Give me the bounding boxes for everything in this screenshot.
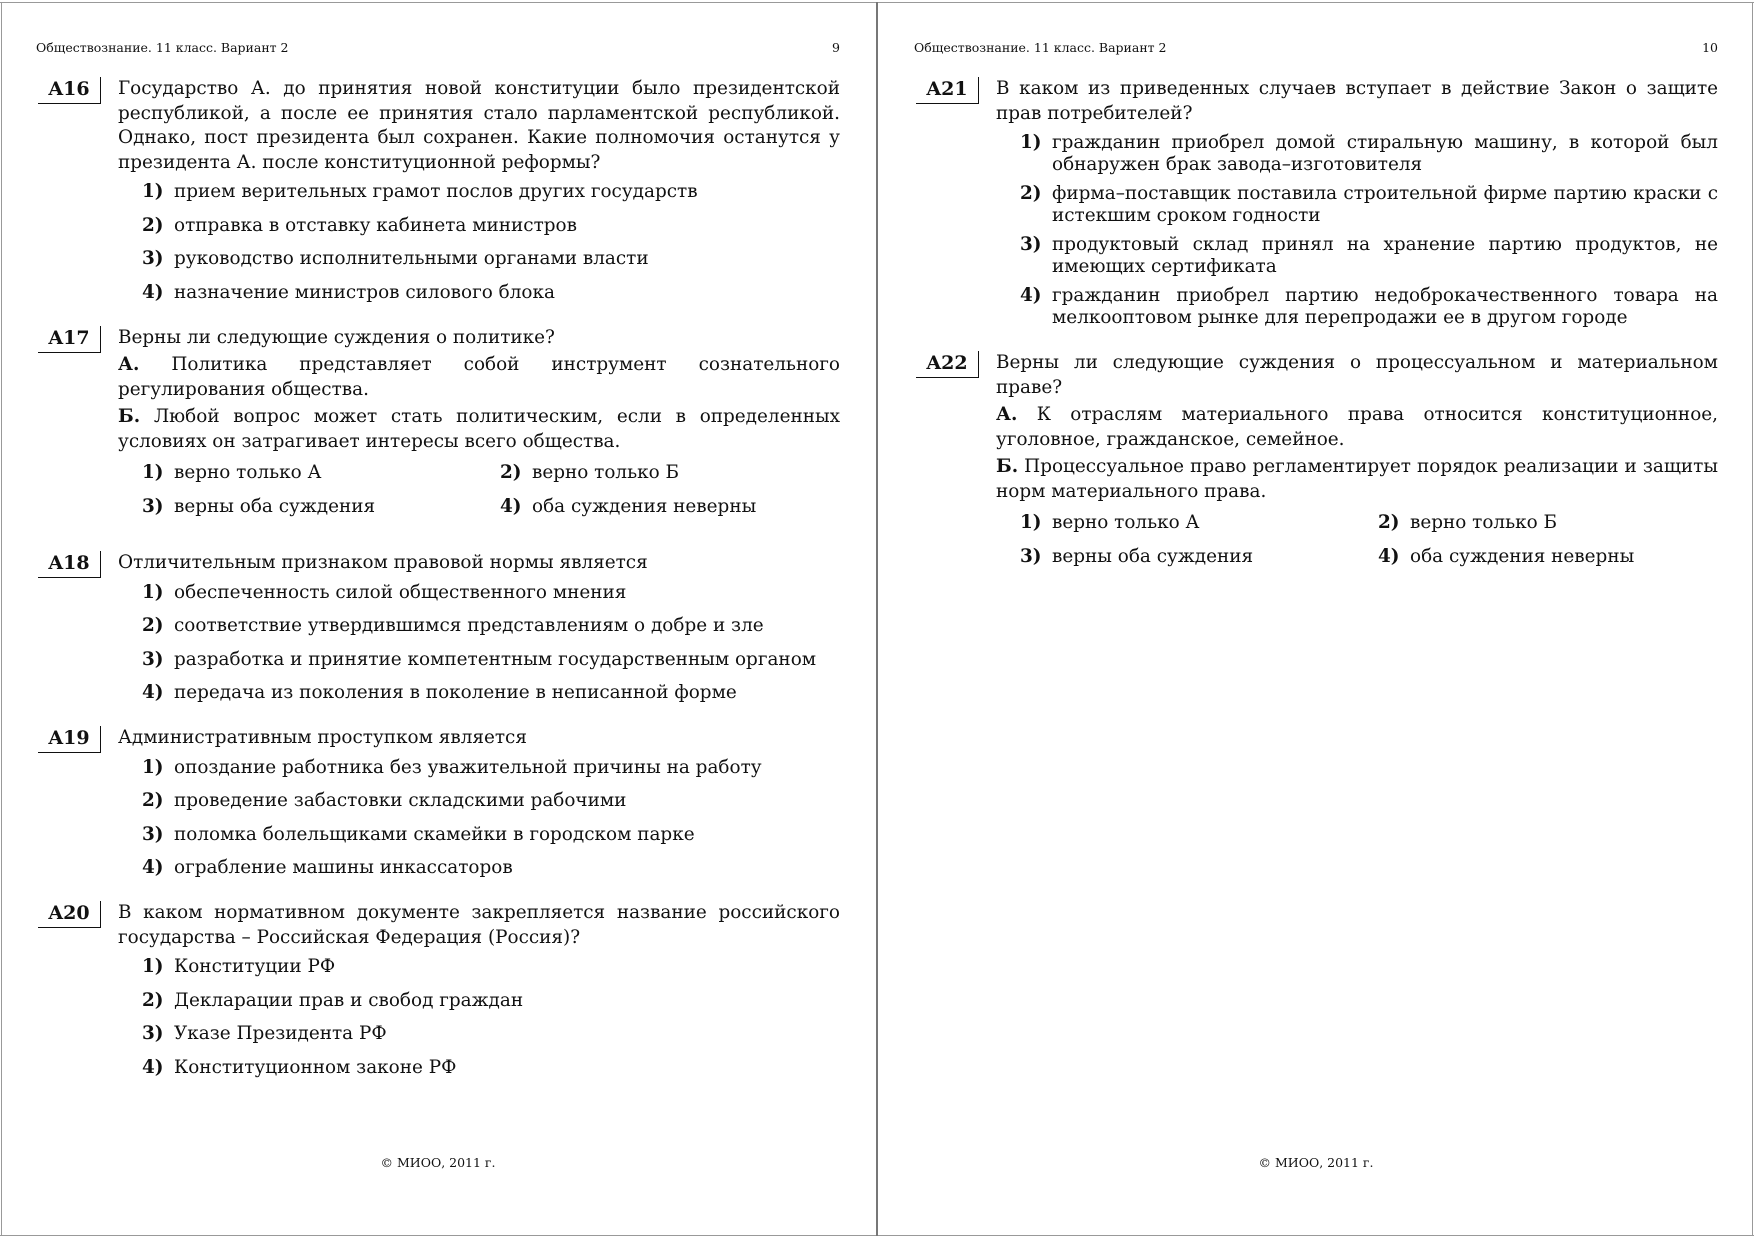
page-content	[916, 77, 1718, 601]
task-a20	[38, 901, 840, 1079]
option-1	[996, 132, 1718, 176]
option-1	[118, 582, 840, 604]
task-question: Государство А. до принятия новой конституции было президентской республикой, а после ее принятия стало парламентской республикой. Однако, пост президента был сохранен. Какие полномочия останутся у президента А. после конституционной реформы?	[118, 78, 840, 173]
option-text: прием верительных грамот послов других государств	[174, 181, 698, 202]
option-1	[118, 462, 476, 484]
option-1	[996, 512, 1354, 534]
option-number: 1)	[1020, 132, 1042, 153]
page-footer: © МИОО, 2011 г.	[1258, 1155, 1374, 1170]
option-text: отправка в отставку кабинета министров	[174, 214, 577, 236]
task-question: Отличительным признаком правовой нормы является	[118, 552, 648, 573]
options-list	[996, 132, 1718, 329]
option-2	[118, 215, 840, 237]
page-content	[38, 77, 840, 1101]
option-number: 1)	[142, 181, 164, 202]
option-number: 3)	[1020, 234, 1042, 255]
option-4	[996, 285, 1718, 329]
page-header	[36, 40, 840, 58]
option-number: 3)	[142, 823, 164, 845]
option-4	[118, 857, 840, 879]
option-number: 1)	[142, 581, 164, 603]
statement-text: Процессуальное право регламентирует порядок реализации и защиты норм материального права.	[996, 456, 1718, 502]
task-question: Административным проступком является	[118, 727, 527, 748]
option-1	[118, 956, 840, 978]
option-4	[1354, 546, 1712, 568]
task-a17	[38, 326, 840, 530]
page-footer: © МИОО, 2011 г.	[380, 1155, 496, 1170]
options-list	[118, 582, 840, 705]
option-4	[118, 282, 840, 304]
option-3	[118, 496, 476, 518]
option-3	[118, 1023, 840, 1045]
option-4	[118, 1057, 840, 1079]
option-number: 4)	[1378, 545, 1400, 567]
statement-a	[118, 353, 840, 402]
option-text: проведение забастовки складскими рабочими	[174, 790, 627, 811]
option-number: 3)	[142, 1023, 164, 1044]
options-grid	[118, 462, 840, 529]
option-text: верно только А	[174, 462, 322, 483]
option-2	[118, 990, 840, 1012]
option-text: Декларации прав и свобод граждан	[174, 989, 524, 1011]
option-3	[996, 234, 1718, 278]
option-2	[996, 183, 1718, 227]
option-number: 4)	[1020, 285, 1042, 306]
option-text: назначение министров силового блока	[174, 281, 555, 303]
task-question: В каком нормативном документе закрепляется название российского государства – Российская Федерация (Россия)?	[118, 902, 840, 948]
task-a18	[38, 551, 840, 704]
page-number: 10	[1702, 40, 1718, 55]
option-text: гражданин приобрел домой стиральную машину, в которой был обнаружен брак завода–изготовителя	[1052, 132, 1718, 175]
option-number: 4)	[142, 857, 164, 878]
options-list	[118, 181, 840, 304]
task-question: Верны ли следующие суждения о политике?	[118, 326, 555, 348]
page-number: 9	[832, 40, 840, 55]
option-2	[118, 615, 840, 637]
options-grid	[996, 512, 1718, 579]
statement-text: Политика представляет собой инструмент сознательного регулирования общества.	[118, 354, 840, 400]
option-number: 3)	[142, 495, 164, 517]
statement-a	[996, 403, 1718, 452]
statement-text: К отраслям материального права относится конституционное, уголовное, гражданское, семейное.	[996, 404, 1718, 450]
option-number: 1)	[1020, 512, 1042, 533]
option-text: верно только Б	[1410, 512, 1558, 533]
option-4	[476, 496, 834, 518]
page-header	[914, 40, 1718, 58]
option-1	[118, 181, 840, 203]
option-text: поломка болельщиками скамейки в городском парке	[174, 823, 695, 845]
option-text: оба суждения неверны	[1410, 545, 1635, 567]
statement-label: А.	[118, 354, 140, 375]
task-id: A18	[38, 551, 101, 578]
option-3	[996, 546, 1354, 568]
option-number: 1)	[142, 462, 164, 483]
option-text: ограбление машины инкассаторов	[174, 857, 513, 878]
option-number: 3)	[1020, 545, 1042, 567]
task-id: A17	[38, 326, 101, 353]
task-id: A22	[916, 351, 979, 378]
option-text: Конституции РФ	[174, 956, 336, 977]
task-a21	[916, 77, 1718, 329]
page-right	[878, 0, 1754, 1239]
option-text: Конституционном законе РФ	[174, 1056, 457, 1078]
option-text: верно только Б	[532, 462, 680, 483]
task-id: A21	[916, 77, 979, 104]
option-2	[118, 790, 840, 812]
option-number: 3)	[142, 248, 164, 269]
option-number: 4)	[500, 495, 522, 517]
statement-b	[118, 405, 840, 454]
option-number: 2)	[142, 214, 164, 236]
option-number: 2)	[142, 615, 164, 636]
task-a19	[38, 726, 840, 879]
page-left	[0, 0, 876, 1239]
option-number: 2)	[500, 462, 522, 483]
task-a16	[38, 77, 840, 304]
option-number: 4)	[142, 1056, 164, 1078]
options-list	[118, 757, 840, 880]
task-a22	[916, 351, 1718, 579]
option-number: 4)	[142, 682, 164, 703]
option-text: разработка и принятие компетентным государственным органом	[174, 648, 817, 670]
option-text: передача из поколения в поколение в неписанной форме	[174, 682, 737, 703]
statement-label: Б.	[118, 406, 141, 427]
option-text: обеспеченность силой общественного мнения	[174, 581, 627, 603]
statement-b	[996, 455, 1718, 504]
task-id: A16	[38, 77, 101, 104]
option-number: 3)	[142, 648, 164, 670]
option-text: руководство исполнительными органами власти	[174, 248, 649, 269]
option-text: верно только А	[1052, 512, 1200, 533]
header-subject: Обществознание. 11 класс. Вариант 2	[914, 40, 1167, 55]
option-text: опоздание работника без уважительной причины на работу	[174, 756, 762, 778]
option-number: 2)	[142, 989, 164, 1011]
option-text: Указе Президента РФ	[174, 1023, 387, 1044]
statement-label: А.	[996, 404, 1018, 425]
statement-text: Любой вопрос может стать политическим, если в определенных условиях он затрагивает интересы всего общества.	[118, 406, 840, 452]
option-text: соответствие утвердившимся представлениям о добре и зле	[174, 615, 764, 636]
option-text: верны оба суждения	[174, 495, 376, 517]
option-3	[118, 248, 840, 270]
task-id: A20	[38, 901, 101, 928]
option-number: 2)	[142, 790, 164, 811]
statement-label: Б.	[996, 456, 1019, 477]
task-question: В каком из приведенных случаев вступает в действие Закон о защите прав потребителей?	[996, 78, 1718, 124]
option-text: оба суждения неверны	[532, 495, 757, 517]
option-text: верны оба суждения	[1052, 545, 1254, 567]
option-2	[1354, 512, 1712, 534]
option-text: продуктовый склад принял на хранение партию продуктов, не имеющих сертификата	[1052, 234, 1718, 277]
header-subject: Обществознание. 11 класс. Вариант 2	[36, 40, 289, 55]
option-number: 2)	[1378, 512, 1400, 533]
option-number: 1)	[142, 756, 164, 778]
option-text: гражданин приобрел партию недоброкачественного товара на мелкооптовом рынке для перепродажи ее в другом городе	[1052, 285, 1718, 328]
option-3	[118, 824, 840, 846]
task-question: Верны ли следующие суждения о процессуальном и материальном праве?	[996, 352, 1718, 398]
option-number: 4)	[142, 281, 164, 303]
option-2	[476, 462, 834, 484]
task-id: A19	[38, 726, 101, 753]
option-3	[118, 649, 840, 671]
option-4	[118, 682, 840, 704]
option-text: фирма–поставщик поставила строительной фирме партию краски с истекшим сроком годности	[1052, 183, 1718, 226]
option-number: 1)	[142, 956, 164, 977]
options-list	[118, 956, 840, 1079]
option-number: 2)	[1020, 183, 1042, 204]
option-1	[118, 757, 840, 779]
